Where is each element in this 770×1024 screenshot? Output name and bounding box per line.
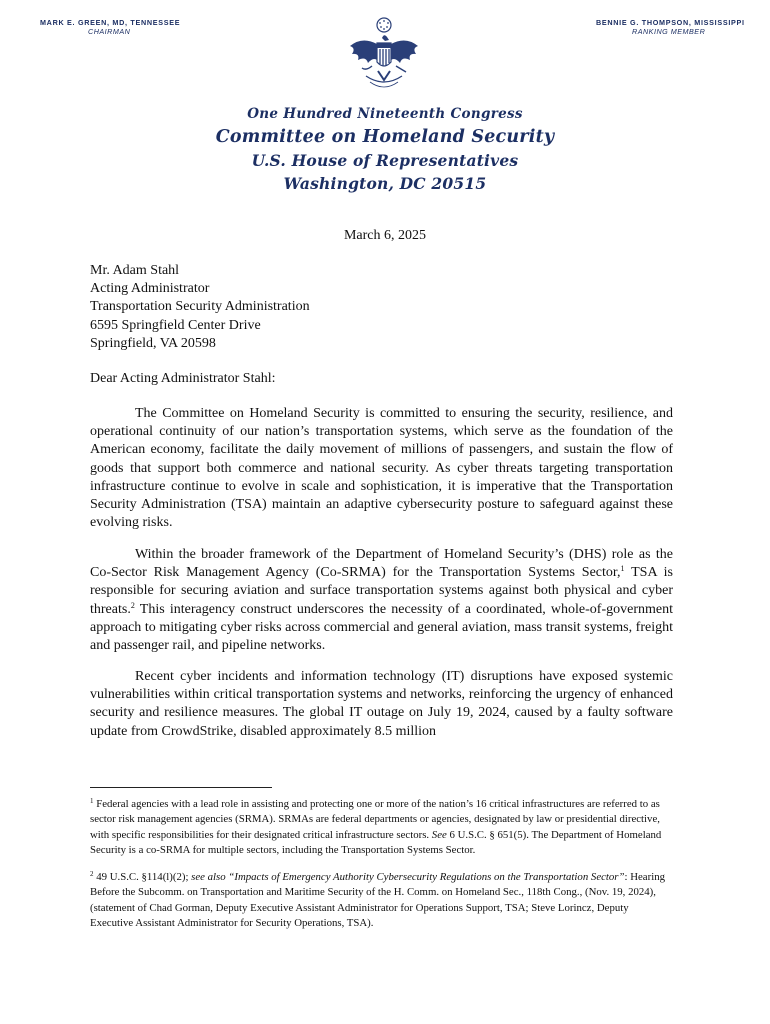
footnote-text: 49 U.S.C. §114(l)(2); [93, 871, 192, 883]
chairman-title: CHAIRMAN [88, 27, 131, 36]
recipient-address [90, 262, 310, 353]
paragraph-text: Within the broader framework of the Department of Homeland Security’s (DHS) role as the Co-Sector Risk Management Agency (Co-SRMA) for the Transportation Systems Sector, [90, 547, 673, 581]
address-line: Mr. Adam Stahl [90, 263, 180, 278]
address-line: 6595 Springfield Center Drive [90, 317, 261, 333]
footnote-signal: see also [191, 871, 226, 883]
paragraph-text: TSA is responsible for securing aviation and surface transportation systems against both physical and cyber threats. [90, 565, 673, 617]
footnote-ref-1[interactable]: 1 [620, 564, 625, 574]
footnote-text: 6 U.S.C. § 651(5). The Department of Homeland Security is a co-SRMA for multiple sectors, including the Transportation Systems Sector. [90, 828, 662, 857]
letter-date: March 6, 2025 [343, 228, 427, 243]
house-seal-eagle-icon [344, 16, 424, 98]
chairman-name: MARK E. GREEN, MD, TENNESSEE [40, 18, 181, 27]
congress-line: One Hundred Nineteenth Congress [247, 106, 523, 122]
paragraph-2 [90, 546, 673, 655]
footnote-text: : Hearing Before the Subcomm. on Transportation and Maritime Security of the H. Comm. on Homeland Sec., 118th Cong., (Nov. 19, 2024), (statement of Chad Gorman, Deputy Executive Assistant Administrator for Operations Support, TSA; Steve Lorincz, Deputy Executive Assistant Administrator for Security Operations, TSA). [90, 871, 665, 930]
address-line: Acting Administrator [90, 281, 210, 297]
salutation: Dear Acting Administrator Stahl: [90, 371, 276, 386]
footnote-1 [90, 797, 673, 859]
footnote-ref-2[interactable]: 2 [130, 600, 135, 610]
footnote-2 [90, 870, 673, 932]
paragraph-3 [90, 668, 673, 741]
paragraph-text: The Committee on Homeland Security is committed to ensuring the security, resilience, and operational continuity of our nation’s transportation systems, which serve as the foundation of the American economy, facilitate the daily movement of millions of passengers, and sustain the flow of goods that support both commerce and national security. As cyber threats targeting transportation infrastructure continue to evolve in scale and sophistication, it is imperative that the Transportation Security Administration (TSA) maintain an adaptive cybersecurity posture to safeguard against these evolving risks. [90, 406, 673, 531]
address-line: Transportation Security Administration [90, 299, 310, 315]
footnote-text: Federal agencies with a lead role in assisting and protecting one or more of the nation’s 16 critical infrastructures are referred to as sector risk management agencies (SRMA). SRMAs are federal departments or agencies, designated by law or presidential directive, with specific responsibilities for their designated critical infrastructure sectors. [90, 798, 660, 841]
house-line: U.S. House of Representatives [251, 151, 519, 170]
footnote-signal: See [431, 828, 447, 841]
paragraph-text: Recent cyber incidents and information technology (IT) disruptions have exposed systemic vulnerabilities within critical transportation systems and networks, reinforcing the urgency of enhanced security and resilience measures. The global IT outage on July 19, 2024, caused by a faulty software update from CrowdStrike, disabled approximately 8.5 million [90, 669, 673, 739]
ranking-member-title: RANKING MEMBER [632, 27, 706, 36]
paragraph-text: This interagency construct underscores the necessity of a coordinated, whole-of-government approach to mitigating cyber risks across commercial and general aviation, mass transit systems, freight and passenger rail, and pipeline networks. [90, 601, 673, 654]
city-line: Washington, DC 20515 [283, 174, 487, 193]
committee-name: Committee on Homeland Security [215, 127, 555, 147]
footnote-hearing-title: “Impacts of Emergency Authority Cybersecurity Regulations on the Transportation Sector” [225, 871, 625, 883]
paragraph-1 [90, 405, 673, 532]
address-line: Springfield, VA 20598 [90, 335, 216, 351]
ranking-member-name: BENNIE G. THOMPSON, MISSISSIPPI [596, 18, 745, 27]
footnote-mark: 2 [90, 870, 94, 878]
footnote-mark: 1 [90, 797, 94, 805]
footnote-divider [90, 787, 272, 788]
